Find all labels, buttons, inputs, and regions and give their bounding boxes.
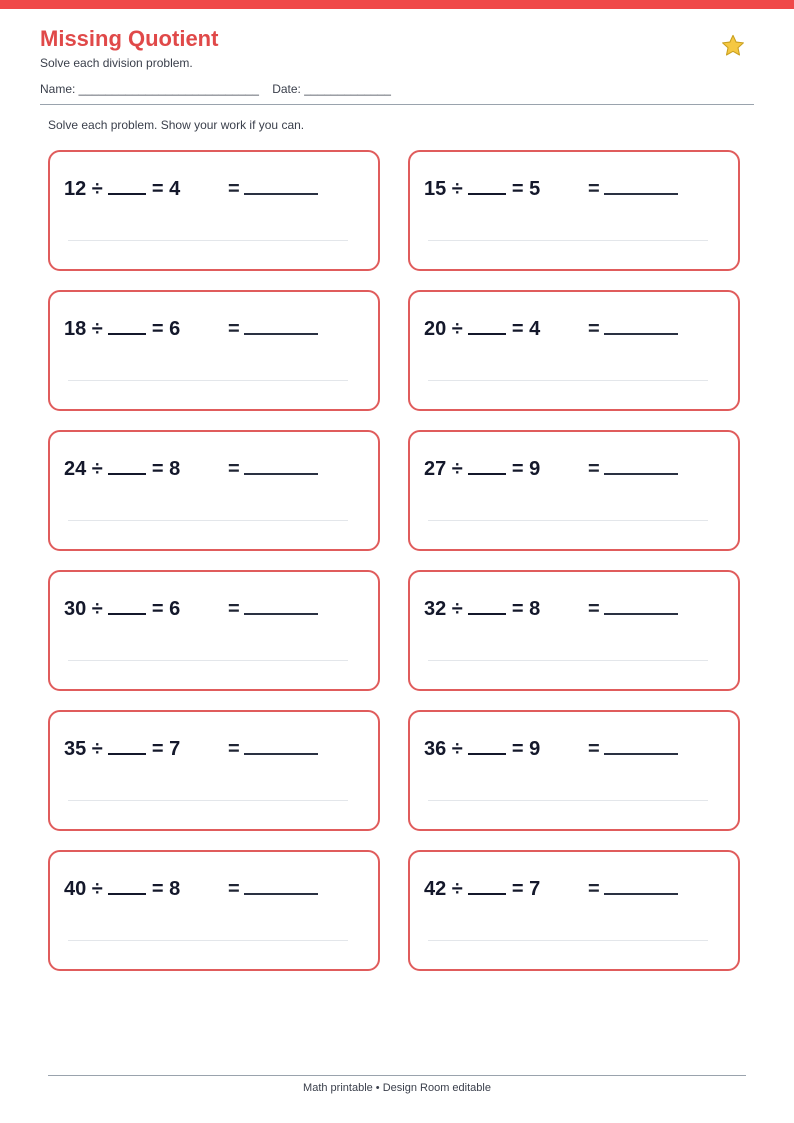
- name-date-fields[interactable]: Name: ___________________________ Date: _____________: [40, 82, 391, 96]
- work-line[interactable]: [428, 660, 708, 661]
- answer-area: [228, 317, 318, 341]
- equation: [424, 177, 540, 201]
- answer-blank[interactable]: [604, 597, 678, 615]
- answer-area: [228, 597, 318, 621]
- dividend-text: 35 ÷: [64, 738, 109, 760]
- quotient-text: = 7: [146, 738, 181, 760]
- equation: [64, 317, 180, 341]
- divisor-blank[interactable]: [108, 877, 146, 895]
- answer-area: [228, 877, 318, 901]
- answer-equals: =: [228, 598, 240, 620]
- equation: [64, 457, 180, 481]
- quotient-text: = 7: [506, 878, 541, 900]
- work-line[interactable]: [428, 520, 708, 521]
- divisor-blank[interactable]: [108, 457, 146, 475]
- dividend-text: 20 ÷: [424, 318, 469, 340]
- divisor-blank[interactable]: [468, 457, 506, 475]
- answer-area: [588, 177, 678, 201]
- worksheet-title: Missing Quotient: [40, 26, 219, 51]
- dividend-text: 15 ÷: [424, 178, 469, 200]
- divisor-blank[interactable]: [468, 597, 506, 615]
- work-line[interactable]: [68, 800, 348, 801]
- quotient-text: = 4: [146, 178, 181, 200]
- equation: [64, 597, 180, 621]
- equation: [424, 317, 540, 341]
- work-line[interactable]: [428, 800, 708, 801]
- equation: [64, 877, 180, 901]
- answer-blank[interactable]: [604, 877, 678, 895]
- instructions-text: Solve each problem. Show your work if you can.: [48, 118, 305, 132]
- work-line[interactable]: [68, 240, 348, 241]
- quotient-text: = 9: [506, 458, 541, 480]
- answer-blank[interactable]: [244, 457, 318, 475]
- work-line[interactable]: [68, 520, 348, 521]
- dividend-text: 24 ÷: [64, 458, 109, 480]
- answer-area: [588, 737, 678, 761]
- answer-area: [228, 177, 318, 201]
- answer-blank[interactable]: [604, 457, 678, 475]
- problem-card: [48, 430, 380, 551]
- answer-equals: =: [588, 318, 600, 340]
- answer-area: [588, 457, 678, 481]
- work-line[interactable]: [68, 940, 348, 941]
- divisor-blank[interactable]: [468, 737, 506, 755]
- quotient-text: = 6: [146, 318, 181, 340]
- answer-equals: =: [228, 318, 240, 340]
- quotient-text: = 8: [146, 878, 181, 900]
- work-line[interactable]: [428, 240, 708, 241]
- answer-blank[interactable]: [244, 597, 318, 615]
- problem-card: [48, 150, 380, 271]
- answer-blank[interactable]: [604, 737, 678, 755]
- divisor-blank[interactable]: [468, 877, 506, 895]
- problem-card: [408, 570, 740, 691]
- work-line[interactable]: [68, 380, 348, 381]
- problem-card: [408, 710, 740, 831]
- quotient-text: = 8: [506, 598, 541, 620]
- answer-equals: =: [228, 878, 240, 900]
- problem-card: [408, 850, 740, 971]
- dividend-text: 32 ÷: [424, 598, 469, 620]
- answer-blank[interactable]: [244, 317, 318, 335]
- dividend-text: 12 ÷: [64, 178, 109, 200]
- answer-blank[interactable]: [244, 177, 318, 195]
- divisor-blank[interactable]: [468, 177, 506, 195]
- equation: [424, 457, 540, 481]
- equation: [424, 737, 540, 761]
- top-accent-bar: [0, 0, 794, 9]
- problem-card: [48, 570, 380, 691]
- dividend-text: 27 ÷: [424, 458, 469, 480]
- answer-equals: =: [228, 738, 240, 760]
- answer-equals: =: [588, 178, 600, 200]
- dividend-text: 36 ÷: [424, 738, 469, 760]
- equation: [64, 177, 180, 201]
- dividend-text: 40 ÷: [64, 878, 109, 900]
- answer-equals: =: [228, 458, 240, 480]
- equation: [424, 597, 540, 621]
- answer-equals: =: [588, 458, 600, 480]
- answer-equals: =: [228, 178, 240, 200]
- footer-text: Math printable • Design Room editable: [303, 1082, 491, 1094]
- answer-area: [588, 877, 678, 901]
- answer-blank[interactable]: [604, 317, 678, 335]
- work-line[interactable]: [68, 660, 348, 661]
- quotient-text: = 8: [146, 458, 181, 480]
- dividend-text: 42 ÷: [424, 878, 469, 900]
- divisor-blank[interactable]: [468, 317, 506, 335]
- divisor-blank[interactable]: [108, 177, 146, 195]
- divisor-blank[interactable]: [108, 737, 146, 755]
- header-divider: [40, 104, 754, 105]
- footer-divider: [48, 1075, 746, 1076]
- answer-area: [228, 737, 318, 761]
- star-icon: [720, 33, 746, 59]
- problem-card: [48, 290, 380, 411]
- quotient-text: = 6: [146, 598, 181, 620]
- answer-equals: =: [588, 598, 600, 620]
- problem-card: [408, 150, 740, 271]
- equation: [424, 877, 540, 901]
- answer-area: [228, 457, 318, 481]
- work-line[interactable]: [428, 380, 708, 381]
- dividend-text: 18 ÷: [64, 318, 109, 340]
- answer-area: [588, 317, 678, 341]
- worksheet-subtitle: Solve each division problem.: [40, 56, 193, 70]
- work-line[interactable]: [428, 940, 708, 941]
- problem-card: [408, 430, 740, 551]
- divisor-blank[interactable]: [108, 597, 146, 615]
- dividend-text: 30 ÷: [64, 598, 109, 620]
- answer-blank[interactable]: [244, 877, 318, 895]
- answer-area: [588, 597, 678, 621]
- problem-card: [48, 710, 380, 831]
- answer-blank[interactable]: [604, 177, 678, 195]
- problem-card: [408, 290, 740, 411]
- quotient-text: = 9: [506, 738, 541, 760]
- answer-equals: =: [588, 878, 600, 900]
- problem-grid: [48, 150, 740, 971]
- quotient-text: = 4: [506, 318, 541, 340]
- answer-blank[interactable]: [244, 737, 318, 755]
- answer-equals: =: [588, 738, 600, 760]
- equation: [64, 737, 180, 761]
- quotient-text: = 5: [506, 178, 541, 200]
- problem-card: [48, 850, 380, 971]
- divisor-blank[interactable]: [108, 317, 146, 335]
